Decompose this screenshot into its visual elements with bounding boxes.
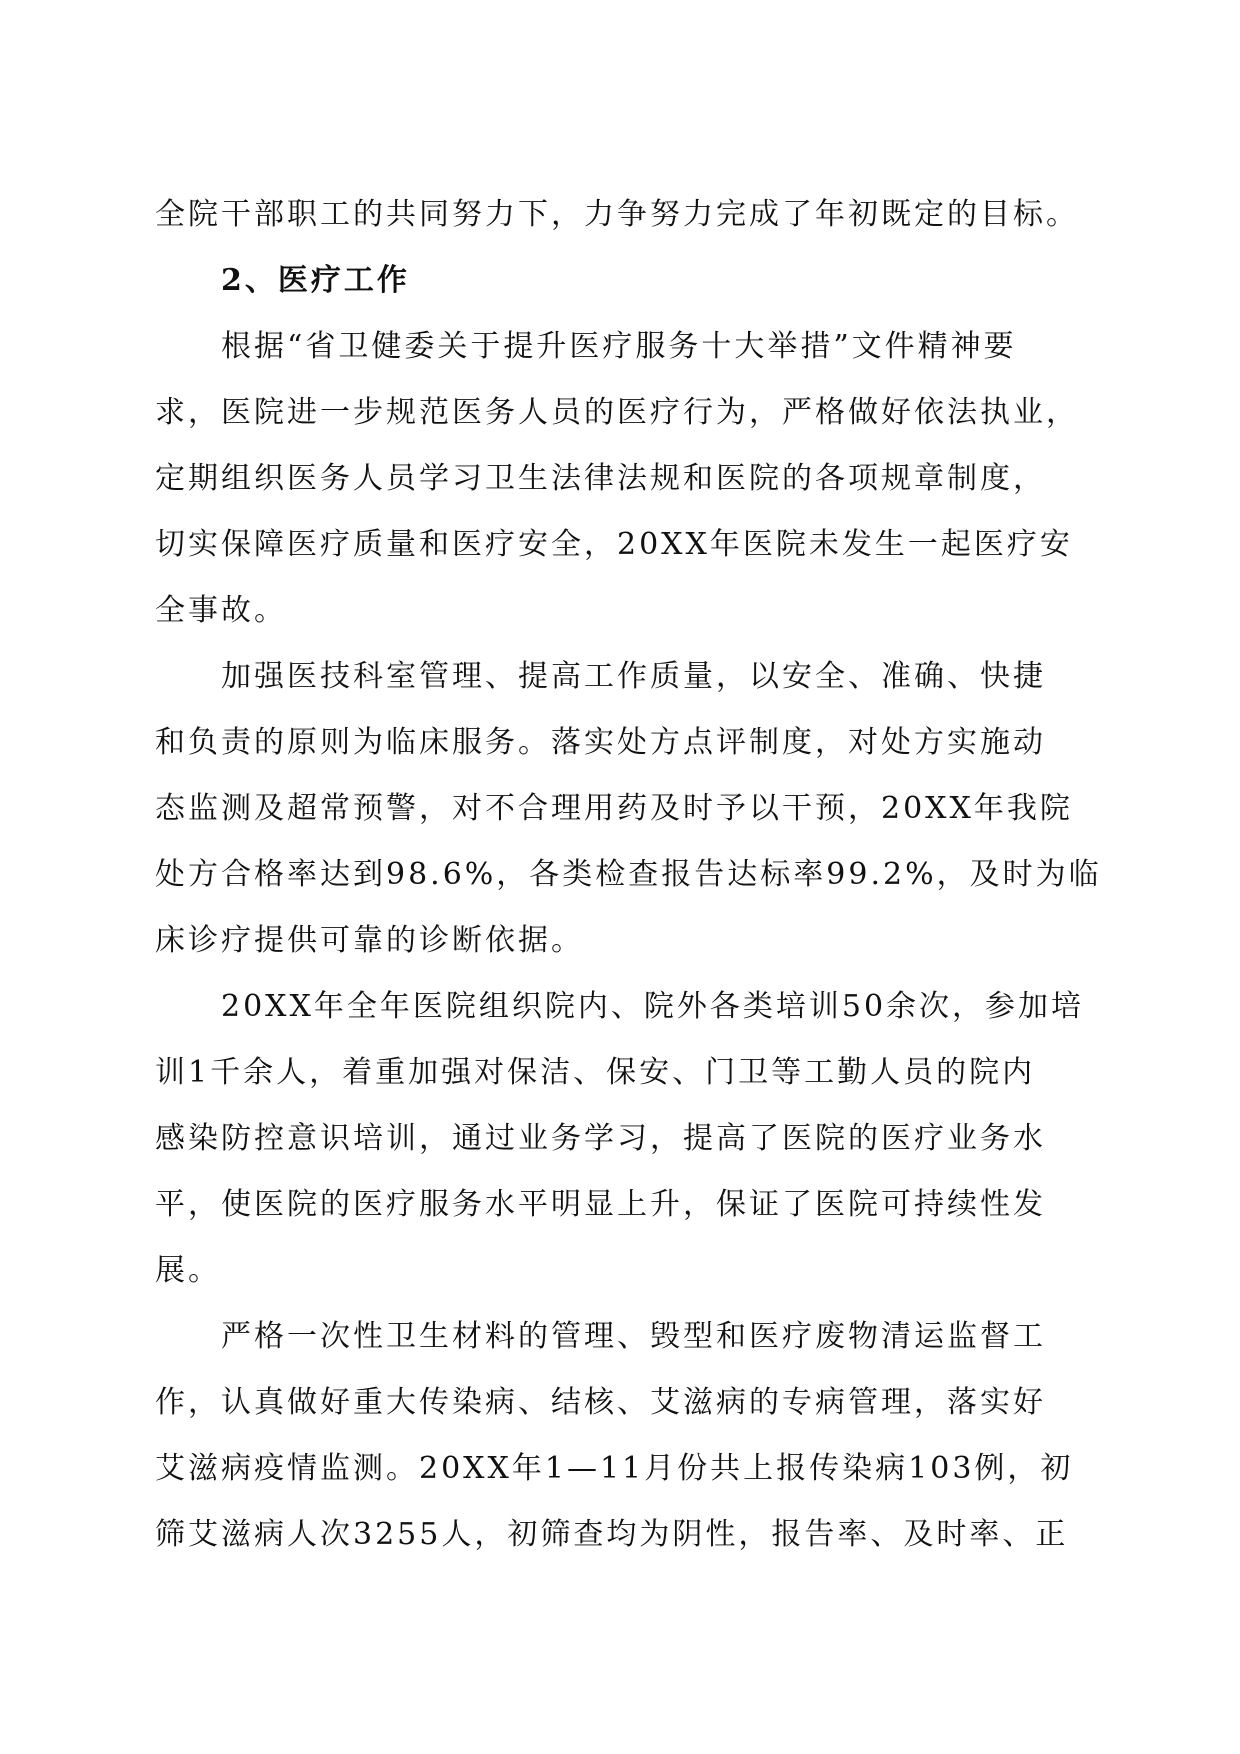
text-line: 筛艾滋病人次3255人，初筛查均为阴性，报告率、及时率、正 xyxy=(155,1517,1069,1552)
text-line: 严格一次性卫生材料的管理、毁型和医疗废物清运监督工 xyxy=(221,1319,1046,1354)
text-line: 处方合格率达到98.6%，各类检查报告达标率99.2%，及时为临 xyxy=(155,857,1102,892)
text-line: 和负责的原则为临床服务。落实处方点评制度，对处方实施动 xyxy=(155,725,1046,760)
text-line: 20XX年全年医院组织院内、院外各类培训50余次，参加培 xyxy=(221,989,1085,1024)
text-line: 训1千余人，着重加强对保洁、保安、门卫等工勤人员的院内 xyxy=(155,1055,1036,1090)
text-line: 全院干部职工的共同努力下，力争努力完成了年初既定的目标。 xyxy=(155,197,1079,232)
text-line: 展。 xyxy=(155,1253,221,1288)
text-line: 加强医技科室管理、提高工作质量，以安全、准确、快捷 xyxy=(221,659,1046,694)
section-heading: 2、医疗工作 xyxy=(221,263,410,298)
text-line: 根据“省卫健委关于提升医疗服务十大举措”文件精神要 xyxy=(221,329,1017,364)
text-line: 艾滋病疫情监测。20XX年1—11月份共上报传染病103例，初 xyxy=(155,1451,1074,1486)
text-line: 定期组织医务人员学习卫生法律法规和医院的各项规章制度， xyxy=(155,461,1046,496)
text-line: 感染防控意识培训，通过业务学习，提高了医院的医疗业务水 xyxy=(155,1121,1046,1156)
text-line: 切实保障医疗质量和医疗安全，20XX年医院未发生一起医疗安 xyxy=(155,527,1073,562)
text-line: 作，认真做好重大传染病、结核、艾滋病的专病管理，落实好 xyxy=(155,1385,1046,1420)
text-line: 态监测及超常预警，对不合理用药及时予以干预，20XX年我院 xyxy=(155,791,1073,826)
text-line: 全事故。 xyxy=(155,593,287,628)
text-line: 平，使医院的医疗服务水平明显上升，保证了医院可持续性发 xyxy=(155,1187,1046,1222)
text-line: 求，医院进一步规范医务人员的医疗行为，严格做好依法执业， xyxy=(155,395,1079,430)
text-line: 床诊疗提供可靠的诊断依据。 xyxy=(155,923,584,958)
